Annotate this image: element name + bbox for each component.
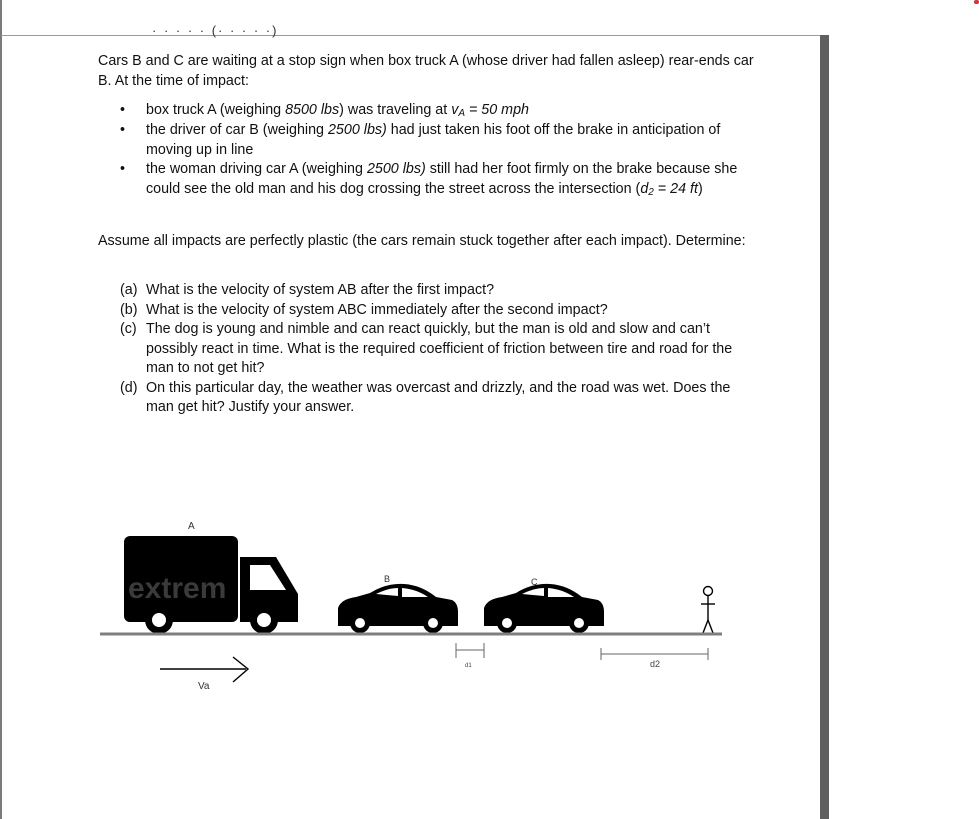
truck-label: A xyxy=(188,521,195,532)
velocity-arrow-icon xyxy=(160,657,248,682)
car-b-label: B xyxy=(384,574,391,584)
pedestrian-figure xyxy=(701,587,715,634)
velocity-symbol: $v_A = 50$ mph xyxy=(451,102,529,119)
list-item: • box truck A (weighing 8500 lbs) was traveling at $v_A = 50$ mph xyxy=(120,102,529,119)
list-item: • the driver of car B (weighing 2500 lbs) had just taken his foot off the brake in anticipation of moving up in line xyxy=(120,121,721,158)
box-truck-a xyxy=(124,536,298,634)
velocity-label: Va xyxy=(198,681,210,692)
problem-intro: Cars B and C are waiting at a stop sign when box truck A (whose driver had fallen asleep) rear-ends car B. At the time of impact: xyxy=(98,53,754,89)
car-c xyxy=(484,584,604,633)
d1-dimension xyxy=(456,643,484,658)
bullet-icon: • xyxy=(120,102,126,118)
cut-off-header-text: · · · · · (· · · · ·) xyxy=(152,23,279,38)
car-c-label: C xyxy=(531,577,538,587)
question-part: (d) On this particular day, the weather was overcast and drizzly, and the road was wet. Does the man get hit? Justify your answer. xyxy=(120,379,731,415)
list-item: • the woman driving car A (weighing 2500 lbs) still had her foot firmly on the brake because she could see the old man and his dog crossing the street across the intersection ($d_2 = 24$ ft) xyxy=(120,161,738,199)
d1-label: d1 xyxy=(465,663,472,669)
car-b xyxy=(338,584,458,633)
distance-symbol: $d_2 = 24$ ft xyxy=(640,181,698,199)
question-part: (b) What is the velocity of system ABC immediately after the second impact? xyxy=(120,301,608,318)
d2-label: d2 xyxy=(650,659,661,669)
question-part: (a) What is the velocity of system AB after the first impact? xyxy=(120,282,495,298)
question-part: (c) The dog is young and nimble and can react quickly, but the man is old and slow and can’t possibly react in time. What is the required coefficient of friction between tire and road for the man to not get hit? xyxy=(120,321,733,376)
truck-brand-watermark: extrem xyxy=(128,572,227,605)
bullet-icon: • xyxy=(120,161,126,178)
bullet-icon: • xyxy=(120,121,126,138)
assumption-text: Assume all impacts are perfectly plastic (the cars remain stuck together after each impact). Determine: xyxy=(98,233,746,249)
